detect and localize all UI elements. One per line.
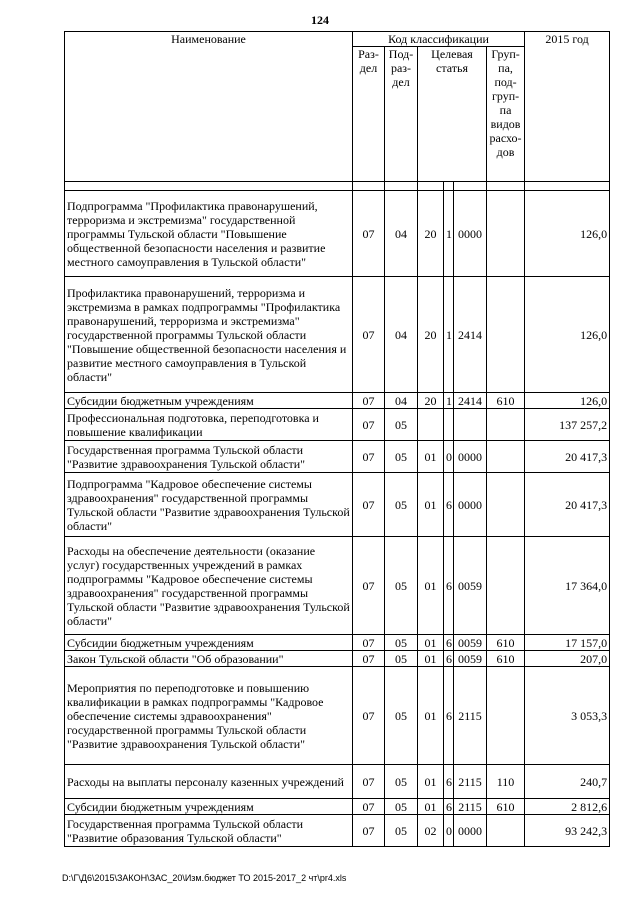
row-target-program xyxy=(418,409,444,441)
row-target-code: 2115 xyxy=(454,667,487,765)
table-row xyxy=(65,277,610,393)
header-group: Груп- па, под- груп- па видов расхо- дов xyxy=(487,47,525,182)
row-name: Закон Тульской области "Об образовании" xyxy=(65,651,353,667)
row-target-code: 0000 xyxy=(454,191,487,277)
header-subsection: Под- раз- дел xyxy=(385,47,418,182)
row-section: 07 xyxy=(353,799,385,815)
row-target-code: 0000 xyxy=(454,473,487,537)
row-name: Мероприятия по переподготовке и повышению квалификации в рамках подпрограммы "Кадровое обеспечение системы здравоохранения" государственной программы Тульской области "Развитие здравоохранения Тульской области" xyxy=(65,667,353,765)
row-group xyxy=(487,667,525,765)
file-path-footer: D:\Г\Д6\2015\ЗАКОН\ЗАС_20\Изм.бюджет ТО 2015-2017_2 чт\pr4.xls xyxy=(62,873,347,883)
row-section: 07 xyxy=(353,277,385,393)
row-section: 07 xyxy=(353,667,385,765)
row-amount: 126,0 xyxy=(525,393,610,409)
row-name: Субсидии бюджетным учреждениям xyxy=(65,799,353,815)
row-section: 07 xyxy=(353,651,385,667)
row-name: Государственная программа Тульской области "Развитие образования Тульской области" xyxy=(65,815,353,847)
row-subsection: 05 xyxy=(385,651,418,667)
row-target-code: 0000 xyxy=(454,815,487,847)
row-subsection: 05 xyxy=(385,409,418,441)
header-section: Раз- дел xyxy=(353,47,385,182)
row-amount: 20 417,3 xyxy=(525,441,610,473)
budget-rows xyxy=(65,191,610,847)
table-row xyxy=(65,635,610,651)
row-target-program: 01 xyxy=(418,799,444,815)
row-amount: 17 364,0 xyxy=(525,537,610,635)
row-section: 07 xyxy=(353,409,385,441)
row-subsection: 04 xyxy=(385,277,418,393)
row-subsection: 04 xyxy=(385,191,418,277)
row-amount: 126,0 xyxy=(525,191,610,277)
table-row xyxy=(65,409,610,441)
row-target-program: 01 xyxy=(418,765,444,799)
budget-table xyxy=(64,31,610,847)
row-group xyxy=(487,441,525,473)
row-target-program: 01 xyxy=(418,635,444,651)
table-row xyxy=(65,191,610,277)
row-target-program: 01 xyxy=(418,473,444,537)
row-target-code: 0059 xyxy=(454,651,487,667)
table-row xyxy=(65,537,610,635)
row-target-program: 01 xyxy=(418,667,444,765)
header-name: Наименование xyxy=(65,32,353,182)
row-group: 610 xyxy=(487,799,525,815)
row-target-subprogram: 6 xyxy=(444,799,454,815)
row-section: 07 xyxy=(353,537,385,635)
row-target-program: 01 xyxy=(418,651,444,667)
row-target-subprogram: 6 xyxy=(444,473,454,537)
header-target: Целевая статья xyxy=(418,47,487,182)
gap-cell xyxy=(525,182,610,191)
row-target-subprogram: 0 xyxy=(444,815,454,847)
row-section: 07 xyxy=(353,635,385,651)
row-target-code: 2115 xyxy=(454,765,487,799)
table-row xyxy=(65,799,610,815)
row-target-program: 20 xyxy=(418,191,444,277)
row-amount: 93 242,3 xyxy=(525,815,610,847)
table-row xyxy=(65,441,610,473)
row-target-subprogram: 0 xyxy=(444,441,454,473)
row-amount: 2 812,6 xyxy=(525,799,610,815)
row-target-subprogram: 1 xyxy=(444,191,454,277)
table-row xyxy=(65,815,610,847)
row-target-code: 0059 xyxy=(454,635,487,651)
row-amount: 240,7 xyxy=(525,765,610,799)
table-row xyxy=(65,393,610,409)
row-subsection: 05 xyxy=(385,635,418,651)
row-target-program: 02 xyxy=(418,815,444,847)
row-group: 610 xyxy=(487,651,525,667)
row-group: 610 xyxy=(487,393,525,409)
row-target-code: 2414 xyxy=(454,393,487,409)
row-target-program: 01 xyxy=(418,441,444,473)
row-name: Подпрограмма "Кадровое обеспечение системы здравоохранения" государственной программы Тульской области "Развитие здравоохранения Тульской области" xyxy=(65,473,353,537)
table-row xyxy=(65,765,610,799)
row-target-code: 0059 xyxy=(454,537,487,635)
row-amount: 126,0 xyxy=(525,277,610,393)
row-name: Субсидии бюджетным учреждениям xyxy=(65,635,353,651)
row-name: Субсидии бюджетным учреждениям xyxy=(65,393,353,409)
row-subsection: 05 xyxy=(385,765,418,799)
row-subsection: 04 xyxy=(385,393,418,409)
row-section: 07 xyxy=(353,473,385,537)
row-target-subprogram xyxy=(444,409,454,441)
table-row xyxy=(65,651,610,667)
row-target-subprogram: 1 xyxy=(444,393,454,409)
row-section: 07 xyxy=(353,441,385,473)
row-target-code: 2115 xyxy=(454,799,487,815)
row-amount: 17 157,0 xyxy=(525,635,610,651)
row-group xyxy=(487,191,525,277)
row-section: 07 xyxy=(353,815,385,847)
row-name: Расходы на выплаты персоналу казенных учреждений xyxy=(65,765,353,799)
gap-cell xyxy=(454,182,487,191)
gap-cell xyxy=(353,182,385,191)
row-amount: 20 417,3 xyxy=(525,473,610,537)
row-target-subprogram: 1 xyxy=(444,277,454,393)
row-target-code xyxy=(454,409,487,441)
row-group xyxy=(487,473,525,537)
gap-cell xyxy=(385,182,418,191)
row-group: 610 xyxy=(487,635,525,651)
row-target-program: 20 xyxy=(418,277,444,393)
row-amount: 3 053,3 xyxy=(525,667,610,765)
row-group: 110 xyxy=(487,765,525,799)
row-target-subprogram: 6 xyxy=(444,635,454,651)
row-target-subprogram: 6 xyxy=(444,651,454,667)
row-subsection: 05 xyxy=(385,473,418,537)
row-name: Государственная программа Тульской области "Развитие здравоохранения Тульской области" xyxy=(65,441,353,473)
gap-cell xyxy=(65,182,353,191)
row-section: 07 xyxy=(353,191,385,277)
row-subsection: 05 xyxy=(385,537,418,635)
row-target-code: 2414 xyxy=(454,277,487,393)
row-subsection: 05 xyxy=(385,441,418,473)
table-row xyxy=(65,473,610,537)
row-name: Подпрограмма "Профилактика правонарушений, терроризма и экстремизма" государственной программы Тульской области "Повышение общественной безопасности населения и развитие местного самоуправления в Тульской области" xyxy=(65,191,353,277)
gap-cell xyxy=(418,182,444,191)
row-target-program: 20 xyxy=(418,393,444,409)
row-group xyxy=(487,537,525,635)
row-amount: 137 257,2 xyxy=(525,409,610,441)
row-section: 07 xyxy=(353,393,385,409)
header-classification: Код классификации xyxy=(353,32,525,47)
row-target-subprogram: 6 xyxy=(444,537,454,635)
row-name: Расходы на обеспечение деятельности (оказание услуг) государственных учреждений в рамках подпрограммы "Кадровое обеспечение системы здравоохранения" государственной программы Тульской области "Развитие здравоохранения Тульской области" xyxy=(65,537,353,635)
row-name: Профилактика правонарушений, терроризма и экстремизма в рамках подпрограммы "Профилактика правонарушений, терроризма и экстремизма" государственной программы Тульской области "Повышение общественной безопасности населения и развитие местного самоуправления в Тульской области" xyxy=(65,277,353,393)
row-group xyxy=(487,815,525,847)
page-number: 124 xyxy=(311,13,329,27)
row-name: Профессиональная подготовка, переподготовка и повышение квалификации xyxy=(65,409,353,441)
row-target-subprogram: 6 xyxy=(444,765,454,799)
table-row xyxy=(65,667,610,765)
row-group xyxy=(487,277,525,393)
row-target-code: 0000 xyxy=(454,441,487,473)
row-target-subprogram: 6 xyxy=(444,667,454,765)
row-target-program: 01 xyxy=(418,537,444,635)
header-year: 2015 год xyxy=(525,32,610,182)
row-amount: 207,0 xyxy=(525,651,610,667)
row-subsection: 05 xyxy=(385,799,418,815)
row-subsection: 05 xyxy=(385,667,418,765)
gap-cell xyxy=(444,182,454,191)
header-gap-row xyxy=(65,182,610,191)
row-subsection: 05 xyxy=(385,815,418,847)
row-group xyxy=(487,409,525,441)
gap-cell xyxy=(487,182,525,191)
row-section: 07 xyxy=(353,765,385,799)
